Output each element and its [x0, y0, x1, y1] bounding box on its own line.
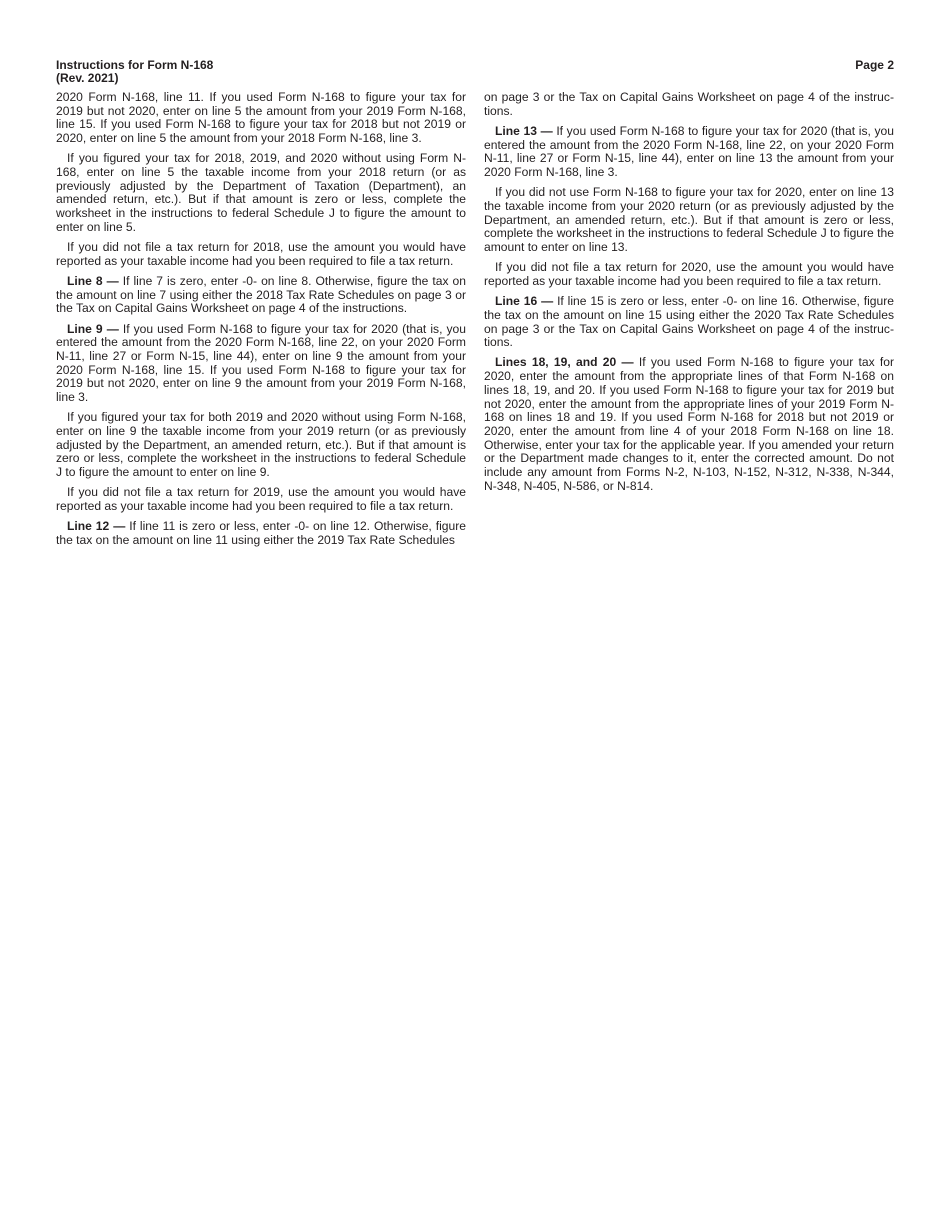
page-header — [56, 59, 894, 85]
form-title: Instructions for Form N-168 — [56, 58, 214, 72]
paragraph — [56, 323, 466, 405]
paragraph — [56, 152, 466, 234]
paragraph-text: If you did not use Form N-168 to figure your tax for 2020, enter on line 13 the taxable income from your 2020 return (or as previously adjusted by the Department, an amended return, etc.). But if that amount is zero or less, complete the worksheet in the instructions to federal Schedule J to figure the amount to enter on line 13. — [484, 185, 894, 255]
paragraph-text: If you used Form N-168 to figure your tax for 2020 (that is, you entered the amount from the 2020 Form N-168, line 22, on your 2020 Form N-11, line 27 or Form N-15, line 44), enter on line 9 the amount from your 2020 Form N-168, line 15. If you used Form N-168 to figure your tax for 2019 but not 2020, enter on line 9 the amount from your 2019 Form N-168, line 3. — [56, 321, 466, 405]
paragraph — [56, 520, 466, 547]
paragraph-text: If line 11 is zero or less, enter -0- on line 12. Otherwise, figure the tax on the amount on line 11 using either the 2019 Tax Rate Schedules — [56, 519, 466, 547]
paragraph-lead: Line 12 — — [67, 519, 126, 534]
paragraph-text: If you did not file a tax return for 2020, use the amount you would have reported as your taxable income had you been required to file a tax return. — [484, 260, 894, 288]
paragraph-lead: Line 16 — — [495, 294, 554, 309]
paragraph-text: If you did not file a tax return for 2018, use the amount you would have reported as your taxable income had you been required to file a tax return. — [56, 240, 466, 268]
paragraph-lead: Line 13 — — [495, 123, 553, 138]
paragraph — [56, 411, 466, 480]
paragraph — [484, 261, 894, 288]
paragraph-text: If line 7 is zero, enter -0- on line 8. Otherwise, figure the tax on the amount on line 7 using either the 2018 Tax Rate Schedules on page 3 or the Tax on Capital Gains Worksheet on page 4 of the instructions. — [56, 273, 466, 316]
page-number: Page 2 — [855, 58, 894, 72]
paragraph — [484, 295, 894, 350]
paragraph — [56, 91, 466, 146]
paragraph — [56, 275, 466, 316]
paragraph-text: If you used Form N-168 to figure your tax for 2020 (that is, you entered the amount from the 2020 Form N-168, line 22, on your 2020 Form N-11, line 27 or Form N-15, line 44), enter on line 13 the amount from your 2020 Form N-168, line 3. — [484, 123, 894, 180]
paragraph — [484, 91, 894, 118]
paragraph — [484, 186, 894, 255]
paragraph — [484, 125, 894, 180]
left-column — [56, 91, 466, 554]
right-column — [484, 91, 894, 500]
paragraph-lead: Line 9 — — [67, 321, 119, 336]
form-revision: (Rev. 2021) — [56, 71, 119, 85]
paragraph-lead: Lines 18, 19, and 20 — — [495, 355, 634, 370]
paragraph-text: 2020 Form N-168, line 11. If you used Form N-168 to figure your tax for 2019 but not 2020, enter on line 5 the amount from your 2019 Form N-168, line 15. If you used Form N-168 to figure your tax for 2018 but not 2019 or 2020, enter on line 5 the amount from your 2018 Form N-168, line 3. — [56, 90, 466, 146]
paragraph-text: If you figured your tax for 2018, 2019, and 2020 without using Form N-168, enter on line 5 the taxable income from your 2018 return (or as previously adjusted by the Department of Taxation (Department), an amended return, etc.). But if that amount is zero or less, complete the worksheet in the instructions to federal Schedule J to figure the amount to enter on line 5. — [56, 151, 466, 234]
paragraph-lead: Line 8 — — [67, 273, 119, 288]
paragraph-text: If you did not file a tax return for 2019, use the amount you would have reported as your taxable income had you been required to file a tax return. — [56, 485, 466, 513]
paragraph-text: on page 3 or the Tax on Capital Gains Worksheet on page 4 of the instructions. — [484, 90, 894, 118]
paragraph — [484, 356, 894, 493]
paragraph — [56, 241, 466, 268]
paragraph-text: If line 15 is zero or less, enter -0- on line 16. Otherwise, figure the tax on the amount on line 15 using either the 2020 Tax Rate Schedules on page 3 or the Tax on Capital Gains Worksheet on page 4 of the instructions. — [484, 294, 894, 350]
paragraph-text: If you used Form N-168 to figure your tax for 2020, enter the amount from the appropriate lines of that Form N-168 on lines 18, 19, and 20. If you used Form N-168 to figure your tax for 2019 but not 2020, enter the amount from the appropriate lines of your 2019 Form N-168 on lines 18 and 19. If you used Form N-168 for 2018 but not 2019 or 2020, enter the amount from line 4 of your 2018 Form N-168 on line 18. Otherwise, enter your tax for the applicable year. If you amended your return or the Department made changes to it, enter the corrected amount. Do not include any amount from Forms N-2, N-103, N-152, N-312, N-338, N-344, N-348, N-405, N-586, or N-814. — [484, 355, 895, 493]
paragraph-text: If you figured your tax for both 2019 and 2020 without using Form N-168, enter on line 9 the taxable income from your 2019 return (or as previously adjusted by the Department, an amended return, etc.). But if that amount is zero or less, complete the worksheet in the instructions to federal Schedule J to figure the amount to enter on line 9. — [56, 410, 466, 480]
paragraph — [56, 486, 466, 513]
